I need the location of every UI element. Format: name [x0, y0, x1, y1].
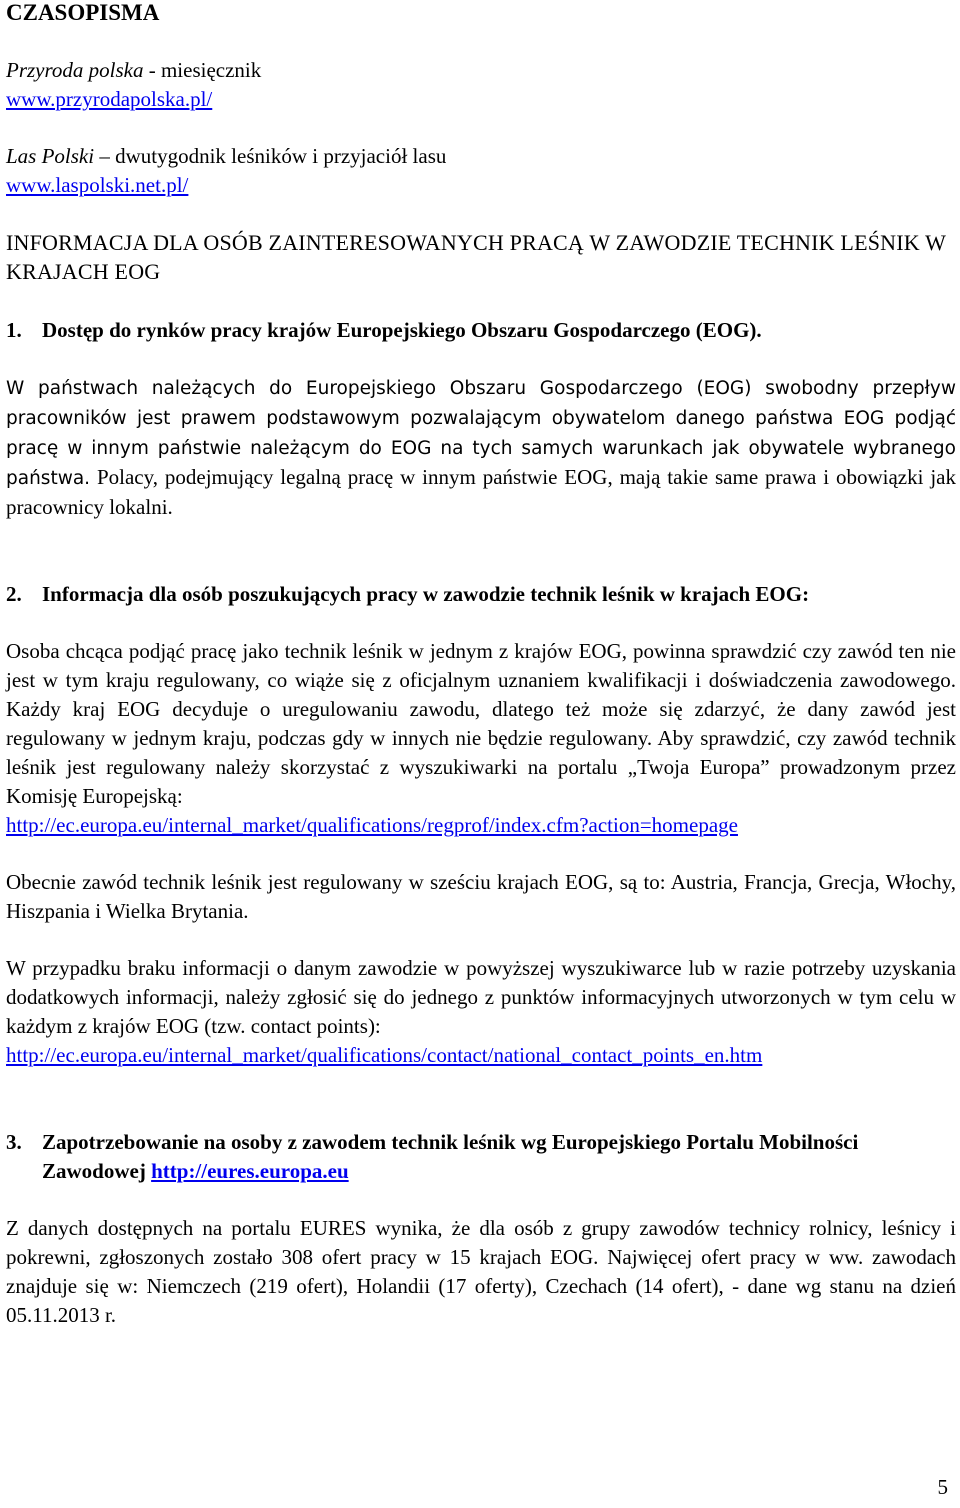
journal-name: Las Polski	[6, 144, 95, 168]
paragraph-serif-part: Polacy, podejmujący legalną pracę w innym państwie EOG, mają takie same prawa i obowiązki jak pracownicy lokalni.	[6, 465, 956, 519]
section-1-paragraph	[6, 373, 956, 522]
contact-points-paragraph: W przypadku braku informacji o danym zawodzie w powyższej wyszukiwarce lub w razie potrzeby uzyskania dodatkowych informacji, należy zgłosić się do jednego z punktów informacyjnych utworzonych w tym celu w każdym z krajów EOG (tzw. contact points):	[6, 956, 956, 1038]
section-3-paragraph: Z danych dostępnych na portalu EURES wynika, że dla osób z grupy zawodów technicy rolnicy, leśnicy i pokrewni, zgłoszonych zostało 308 ofert pracy w 15 krajach EOG. Najwięcej ofert pracy w ww. zawodach znajduje się w: Niemczech (219 ofert), Holandii (17 oferty), Czechach (14 ofert), - dane wg stanu na dzień 05.11.2013 r.	[6, 1216, 956, 1327]
section-number: 3.	[6, 1130, 22, 1154]
paragraph-sans-part: W państwach należących do Europejskiego Obszaru Gospodarczego (EOG) swobodny przepływ pracowników jest prawem podstawowym pozwalającym obywatelom danego państwa EOG podjąć pracę w innym państwie należącym do EOG na tych samych warunkach jak obywatele wybranego państwa.	[6, 378, 956, 489]
journal-link[interactable]: www.przyrodapolska.pl/	[6, 87, 213, 111]
section-number: 2.	[6, 582, 22, 606]
journal-name: Przyroda polska	[6, 58, 144, 82]
paragraph-text: Osoba chcąca podjąć pracę jako technik leśnik w jednym z krajów EOG, powinna sprawdzić czy zawód ten nie jest w tym kraju regulowany, co wiąże się z oficjalnym uznaniem kwalifikacji i doświadczenia zawodowego. Każdy kraj EOG decyduje o uregulowaniu zawodu, dlatego też może się zdarzyć, że dany zawód jest regulowany w jednym kraju, podczas gdy w innych nie będzie regulowany. Aby sprawdzić, czy zawód technik leśnik jest regulowany należy skorzystać z wyszukiwarki na portalu „Twoja Europa” prowadzonym przez Komisję Europejską:	[6, 639, 956, 808]
section-2-paragraph	[6, 637, 956, 811]
info-title: INFORMACJA DLA OSÓB ZAINTERESOWANYCH PRACĄ W ZAWODZIE TECHNIK LEŚNIK W KRAJACH EOG	[6, 230, 946, 284]
journal-entry	[6, 142, 956, 200]
section-2-title	[6, 580, 956, 609]
section-3-title	[6, 1128, 956, 1186]
section-title-text: Dostęp do rynków pracy krajów Europejskiego Obszaru Gospodarczego (EOG).	[42, 318, 762, 342]
contact-points-link[interactable]: http://ec.europa.eu/internal_market/qualifications/contact/national_contact_points_en.htm	[6, 1043, 763, 1067]
section-title-text: Informacja dla osób poszukujących pracy w zawodzie technik leśnik w krajach EOG:	[42, 582, 810, 606]
journal-description: – dwutygodnik leśników i przyjaciół lasu	[94, 144, 447, 168]
journal-entry	[6, 56, 956, 114]
page-number: 5	[937, 1475, 948, 1499]
journal-description: - miesięcznik	[143, 58, 262, 82]
regulated-countries-paragraph: Obecnie zawód technik leśnik jest regulowany w sześciu krajach EOG, są to: Austria, Francja, Grecja, Włochy, Hiszpania i Wielka Brytania.	[6, 870, 956, 923]
section-1-title	[6, 316, 956, 345]
journal-link[interactable]: www.laspolski.net.pl/	[6, 173, 189, 197]
section-title-label: Zapotrzebowanie na osoby z zawodem technik leśnik wg Europejskiego Portalu Mobilności Zawodowej	[42, 1130, 859, 1183]
section-number: 1.	[6, 318, 22, 342]
eures-link[interactable]: http://eures.europa.eu	[151, 1159, 349, 1183]
section-heading: CZASOPISMA	[6, 0, 160, 25]
section-title-text	[42, 1128, 956, 1186]
regprof-link[interactable]: http://ec.europa.eu/internal_market/qualifications/regprof/index.cfm?action=homepage	[6, 813, 738, 837]
document-page	[6, 0, 956, 1358]
